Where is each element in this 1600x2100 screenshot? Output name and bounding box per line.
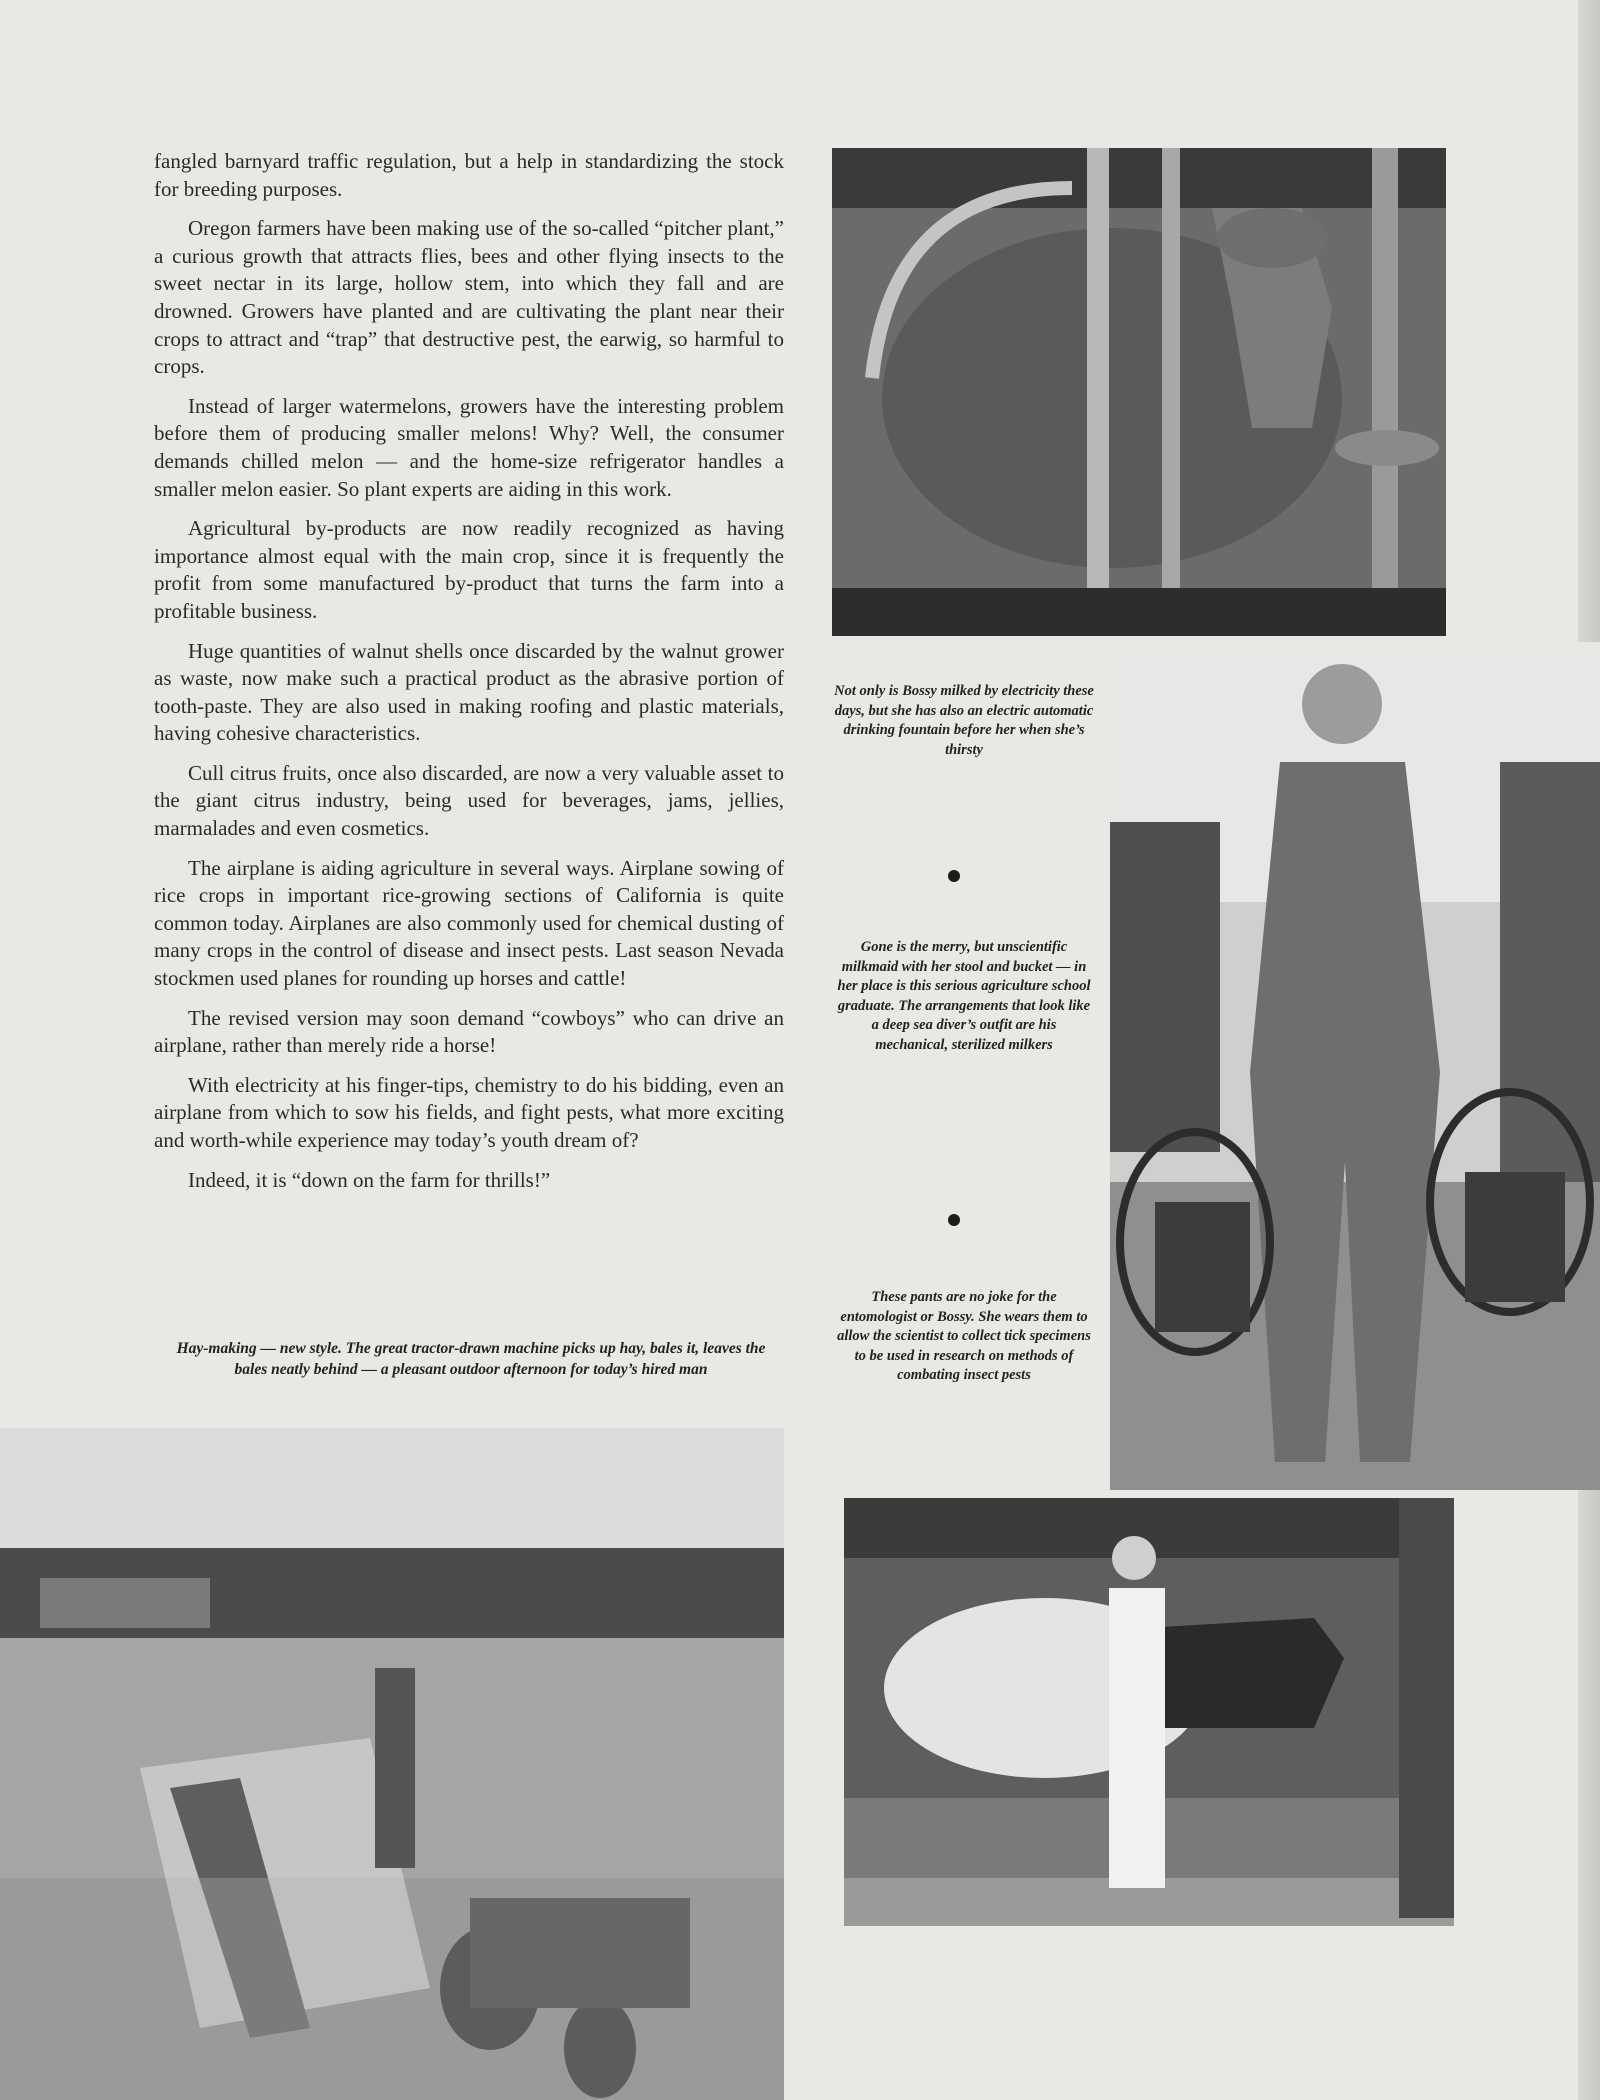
photo-cow-stall (832, 148, 1446, 636)
photo-man-milkers (1110, 642, 1600, 1490)
photo-cow-pants (844, 1498, 1454, 1926)
paragraph: Oregon farmers have been making use of the so-called “pitcher plant,” a curious growth that attracts flies, bees and other flying insects to the sweet nectar in its large, hollow stem, into which they fall and are drowned. Growers have planted and are cultivating the plant near their crops to attract and “trap” that destructive pest, the earwig, so harmful to crops. (154, 216, 784, 379)
bullet-divider (948, 1214, 960, 1226)
paragraph: Indeed, it is “down on the farm for thrills!” (188, 1167, 551, 1192)
article-body (154, 148, 784, 1206)
paragraph: The revised version may soon demand “cowboys” who can drive an airplane, rather than merely ride a horse! (154, 1005, 784, 1058)
photo-hay-baler (0, 1428, 784, 2100)
paragraph: Instead of larger watermelons, growers have the interesting problem before them of producing smaller melons! Why? Well, the consumer demands chilled melon — and the home-size refrigerator handles a smaller melon easier. So plant experts are aiding in this work. (154, 393, 784, 501)
caption-milkmaid: Gone is the merry, but unscientific milkmaid with her stool and bucket — in her place is this serious agriculture school graduate. The arrangements that look like a deep sea diver’s outfit are his mechanical, sterilized milkers (837, 939, 1091, 1053)
caption-cow-fountain: Not only is Bossy milked by electricity these days, but she has also an electric automatic drinking fountain before her when she’s thirsty (834, 683, 1094, 758)
paragraph: Cull citrus fruits, once also discarded, are now a very valuable asset to the giant citrus industry, being used for beverages, jams, jellies, marmalades and even cosmetics. (154, 760, 784, 841)
paragraph: Huge quantities of walnut shells once discarded by the walnut grower as waste, now make such a practical product as the abrasive portion of tooth-paste. They are also used in making roofing and plastic materials, having cohesive characteristics. (154, 638, 784, 746)
caption-hay-making: Hay-making — new style. The great tractor-drawn machine picks up hay, bales it, leaves the bales neatly behind — a pleasant outdoor afternoon for today’s hired man (176, 1340, 766, 1378)
paragraph: fangled barnyard traffic regulation, but a help in standardizing the stock for breeding purposes. (154, 149, 784, 201)
caption-pants: These pants are no joke for the entomologist or Bossy. She wears them to allow the scientist to collect tick specimens to be used in research on methods of combating insect pests (837, 1289, 1091, 1383)
paragraph: Agricultural by-products are now readily recognized as having importance almost equal with the main crop, since it is frequently the profit from some manufactured by-product that turns the farm into a profitable business. (154, 516, 784, 623)
paragraph: With electricity at his finger-tips, chemistry to do his bidding, even an airplane from which to sow his fields, and fight pests, what more exciting and worth-while experience may today’s youth dream of? (154, 1072, 784, 1152)
bullet-divider (948, 870, 960, 882)
paragraph: The airplane is aiding agriculture in several ways. Airplane sowing of rice crops in important rice-growing sections of California is quite common today. Airplanes are also commonly used for chemical dusting of many crops in the control of disease and insect pests. Last season Nevada stockmen used planes for rounding up horses and cattle! (154, 855, 784, 991)
